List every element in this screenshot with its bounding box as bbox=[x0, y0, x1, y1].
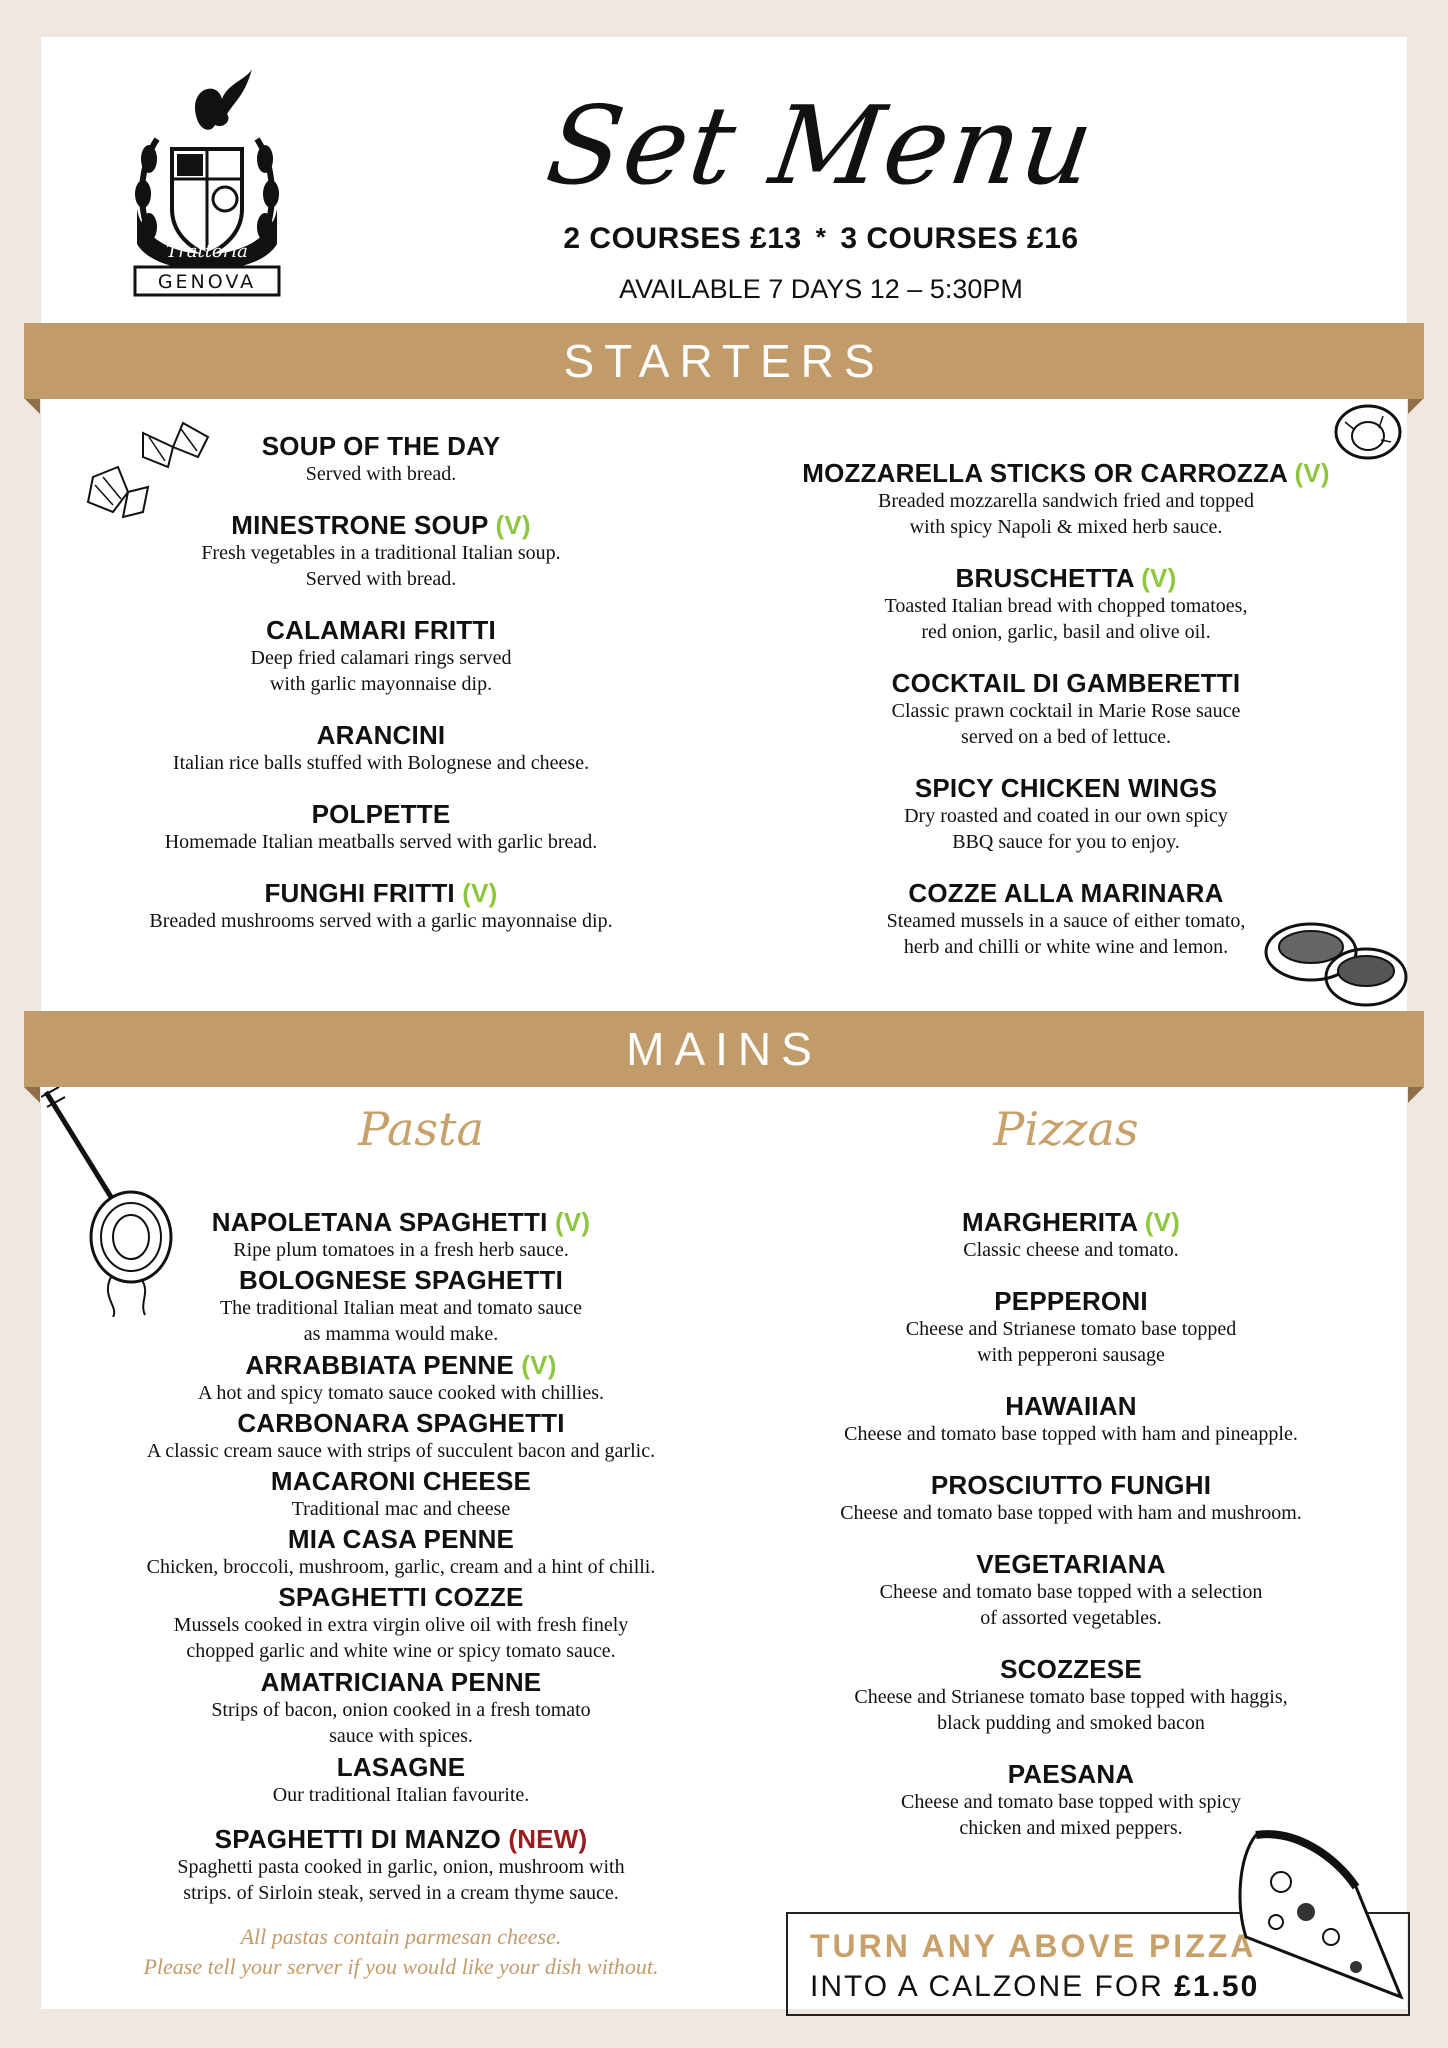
item-name: SOUP OF THE DAY bbox=[261, 431, 501, 461]
svg-text:Trattoria: Trattoria bbox=[166, 241, 248, 262]
starter-calamari-fritti bbox=[81, 615, 681, 697]
veg-tag: (V) bbox=[554, 1207, 591, 1237]
item-desc: Mussels cooked in extra virgin olive oil with fresh finely bbox=[173, 1614, 629, 1636]
banner-fold-left bbox=[24, 398, 40, 414]
pasta-macaroni-cheese bbox=[61, 1466, 741, 1522]
pizza-pepperoni bbox=[761, 1286, 1381, 1368]
item-desc: chopped garlic and white wine or spicy tomato sauce. bbox=[186, 1640, 616, 1662]
item-desc: Italian rice balls stuffed with Bolognese and cheese. bbox=[172, 752, 590, 774]
veg-tag: (V) bbox=[495, 510, 531, 540]
item-desc: The traditional Italian meat and tomato sauce bbox=[219, 1297, 583, 1319]
banner-fold-left bbox=[24, 1087, 40, 1103]
calzone-price: £1.50 bbox=[1174, 1970, 1260, 2003]
item-name: MINESTRONE SOUP bbox=[231, 510, 489, 540]
pasta-carbonara-spaghetti bbox=[61, 1408, 741, 1464]
item-name: SCOZZESE bbox=[1000, 1654, 1142, 1684]
pasta-amatriciana-penne bbox=[61, 1667, 741, 1749]
item-desc: Dry roasted and coated in our own spicy bbox=[904, 805, 1228, 827]
banner-fold-right bbox=[1408, 398, 1424, 414]
item-name: MACARONI CHEESE bbox=[270, 1466, 532, 1496]
pizza-heading: Pizzas bbox=[993, 1102, 1139, 1156]
item-name: MIA CASA PENNE bbox=[287, 1524, 515, 1554]
pasta-note bbox=[61, 1922, 741, 1982]
pasta-lasagne bbox=[61, 1752, 741, 1808]
item-desc: Cheese and Strianese tomato base topped with haggis, bbox=[854, 1686, 1288, 1708]
item-name: PAESANA bbox=[1007, 1759, 1135, 1789]
item-name: ARANCINI bbox=[316, 720, 446, 750]
calzone-line-1: TURN ANY ABOVE PIZZA bbox=[810, 1928, 1257, 1964]
page-title: Set Menu bbox=[539, 84, 1103, 209]
pizza-prosciutto-funghi bbox=[761, 1470, 1381, 1526]
item-name: FUNGHI FRITTI bbox=[264, 878, 455, 908]
item-name: COZZE ALLA MARINARA bbox=[908, 878, 1224, 908]
mains-banner: MAINS bbox=[24, 1011, 1424, 1087]
item-name: LASAGNE bbox=[336, 1752, 466, 1782]
item-desc: Served with bread. bbox=[305, 568, 457, 590]
availability-text: AVAILABLE 7 DAYS 12 – 5:30PM bbox=[619, 274, 1023, 304]
item-desc: Ripe plum tomatoes in a fresh herb sauce. bbox=[233, 1239, 569, 1261]
course-prices bbox=[521, 222, 1121, 256]
item-desc: Toasted Italian bread with chopped tomatoes, bbox=[884, 595, 1248, 617]
item-desc: Classic cheese and tomato. bbox=[963, 1239, 1179, 1261]
item-name: SPAGHETTI COZZE bbox=[278, 1582, 524, 1612]
starter-cozze-alla-marinara bbox=[741, 878, 1391, 960]
item-name: PROSCIUTTO FUNGHI bbox=[930, 1470, 1212, 1500]
item-desc: Cheese and tomato base topped with spicy bbox=[901, 1791, 1241, 1813]
starter-funghi-fritti bbox=[81, 878, 681, 934]
svg-text:GENOVA: GENOVA bbox=[157, 271, 257, 293]
starter-minestrone-soup bbox=[81, 510, 681, 592]
calzone-line-2 bbox=[810, 1970, 1259, 2004]
item-desc: red onion, garlic, basil and olive oil. bbox=[921, 621, 1211, 643]
veg-tag: (V) bbox=[1294, 458, 1330, 488]
pizza-scozzese bbox=[761, 1654, 1381, 1736]
pasta-napoletana-spaghetti bbox=[61, 1207, 741, 1263]
pizza-hawaiian bbox=[761, 1391, 1381, 1447]
crest-logo-icon bbox=[127, 59, 287, 297]
pasta-mia-casa-penne bbox=[61, 1524, 741, 1580]
item-desc: chicken and mixed peppers. bbox=[959, 1817, 1183, 1839]
item-name: COCKTAIL DI GAMBERETTI bbox=[891, 668, 1241, 698]
item-desc: Homemade Italian meatballs served with garlic bread. bbox=[164, 831, 598, 853]
note-line: Please tell your server if you would like your dish without. bbox=[143, 1954, 659, 1979]
pizza-margherita bbox=[761, 1207, 1381, 1263]
item-desc: of assorted vegetables. bbox=[980, 1607, 1162, 1629]
calzone-text: INTO A CALZONE FOR bbox=[810, 1970, 1164, 2003]
item-desc: Strips of bacon, onion cooked in a fresh tomato bbox=[211, 1699, 591, 1721]
note-line: All pastas contain parmesan cheese. bbox=[240, 1924, 562, 1949]
item-desc: Classic prawn cocktail in Marie Rose sauce bbox=[891, 700, 1241, 722]
item-desc: Chicken, broccoli, mushroom, garlic, cream and a hint of chilli. bbox=[146, 1556, 656, 1578]
item-desc: Fresh vegetables in a traditional Italian soup. bbox=[201, 542, 561, 564]
item-desc: Spaghetti pasta cooked in garlic, onion, mushroom with bbox=[177, 1856, 625, 1878]
item-name: SPAGHETTI DI MANZO bbox=[214, 1824, 501, 1854]
item-name: BOLOGNESE SPAGHETTI bbox=[238, 1265, 563, 1295]
item-name: MARGHERITA bbox=[961, 1207, 1138, 1237]
three-course-price: 3 COURSES £16 bbox=[840, 222, 1079, 255]
item-desc: Breaded mushrooms served with a garlic mayonnaise dip. bbox=[149, 910, 613, 932]
starters-banner: STARTERS bbox=[24, 323, 1424, 399]
item-desc: sauce with spices. bbox=[329, 1725, 473, 1747]
pasta-bolognese-spaghetti bbox=[61, 1265, 741, 1347]
pizza-slice-icon bbox=[1236, 1827, 1406, 2002]
veg-tag: (V) bbox=[1144, 1207, 1181, 1237]
item-name: NAPOLETANA SPAGHETTI bbox=[211, 1207, 548, 1237]
two-course-price: 2 COURSES £13 bbox=[563, 222, 802, 255]
veg-tag: (V) bbox=[462, 878, 498, 908]
pasta-arrabbiata-penne bbox=[61, 1350, 741, 1406]
starter-cocktail-di-gamberetti bbox=[741, 668, 1391, 750]
item-desc: Our traditional Italian favourite. bbox=[272, 1784, 530, 1806]
item-name: CARBONARA SPAGHETTI bbox=[237, 1408, 565, 1438]
item-name: VEGETARIANA bbox=[976, 1549, 1166, 1579]
item-desc: with spicy Napoli & mixed herb sauce. bbox=[909, 516, 1223, 538]
item-desc: Deep fried calamari rings served bbox=[250, 647, 512, 669]
starter-arancini bbox=[81, 720, 681, 776]
pasta-heading: Pasta bbox=[358, 1102, 484, 1156]
item-desc: as mamma would make. bbox=[303, 1323, 499, 1345]
starter-mozzarella-sticks bbox=[741, 458, 1391, 540]
item-name: AMATRICIANA PENNE bbox=[260, 1667, 542, 1697]
item-name: CALAMARI FRITTI bbox=[266, 615, 496, 645]
item-desc: with garlic mayonnaise dip. bbox=[269, 673, 493, 695]
new-tag: (NEW) bbox=[508, 1824, 588, 1854]
item-name: POLPETTE bbox=[311, 799, 451, 829]
item-desc: A hot and spicy tomato sauce cooked with chillies. bbox=[197, 1382, 605, 1404]
item-desc: A classic cream sauce with strips of succulent bacon and garlic. bbox=[146, 1440, 656, 1462]
starter-bruschetta bbox=[741, 563, 1391, 645]
item-desc: Cheese and Strianese tomato base topped bbox=[905, 1318, 1237, 1340]
veg-tag: (V) bbox=[1141, 563, 1177, 593]
item-desc: Cheese and tomato base topped with ham and pineapple. bbox=[844, 1423, 1298, 1445]
item-name: MOZZARELLA STICKS OR CARROZZA bbox=[802, 458, 1288, 488]
item-name: PEPPERONI bbox=[994, 1286, 1148, 1316]
starter-soup-of-the-day bbox=[81, 431, 681, 487]
item-name: ARRABBIATA PENNE bbox=[245, 1350, 514, 1380]
item-desc: Cheese and tomato base topped with a selection bbox=[879, 1581, 1263, 1603]
item-name: BRUSCHETTA bbox=[955, 563, 1134, 593]
banner-fold-right bbox=[1408, 1087, 1424, 1103]
item-name: SPICY CHICKEN WINGS bbox=[914, 773, 1218, 803]
item-desc: Breaded mozzarella sandwich fried and topped bbox=[878, 490, 1254, 512]
separator-star: * bbox=[815, 222, 827, 252]
starter-spicy-chicken-wings bbox=[741, 773, 1391, 855]
pasta-spaghetti-cozze bbox=[61, 1582, 741, 1664]
pasta-spaghetti-di-manzo bbox=[61, 1824, 741, 1906]
item-desc: Traditional mac and cheese bbox=[291, 1498, 511, 1520]
item-desc: strips. of Sirloin steak, served in a cream thyme sauce. bbox=[183, 1882, 619, 1904]
pizza-vegetariana bbox=[761, 1549, 1381, 1631]
item-name: HAWAIIAN bbox=[1005, 1391, 1137, 1421]
veg-tag: (V) bbox=[521, 1350, 557, 1380]
item-desc: Steamed mussels in a sauce of either tomato, bbox=[886, 910, 1246, 932]
item-desc: Served with bread. bbox=[305, 463, 457, 485]
starter-polpette bbox=[81, 799, 681, 855]
item-desc: herb and chilli or white wine and lemon. bbox=[903, 936, 1229, 958]
item-desc: served on a bed of lettuce. bbox=[961, 726, 1171, 748]
item-desc: BBQ sauce for you to enjoy. bbox=[952, 831, 1180, 853]
item-desc: Cheese and tomato base topped with ham and mushroom. bbox=[840, 1502, 1302, 1524]
menu-page bbox=[41, 37, 1407, 2009]
item-desc: black pudding and smoked bacon bbox=[937, 1712, 1205, 1734]
item-desc: with pepperoni sausage bbox=[977, 1344, 1165, 1366]
